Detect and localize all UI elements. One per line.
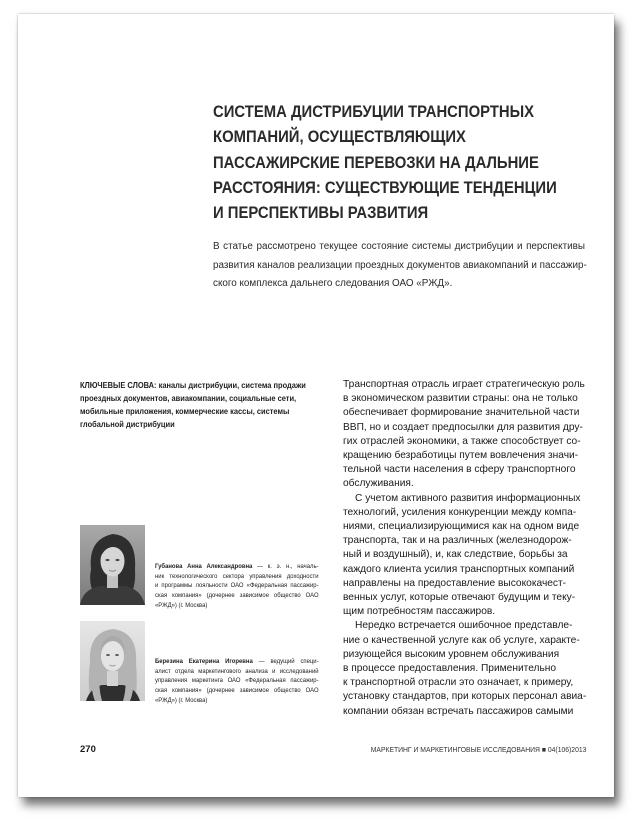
author-portrait	[80, 621, 145, 701]
body-paragraph	[343, 492, 593, 620]
abstract-line: ского комплекса дальнего следования ОАО «РЖД».	[213, 278, 453, 290]
portrait-eye	[115, 654, 119, 656]
body-paragraph	[343, 378, 593, 492]
author-line: алист отдела маркетингового анализа и исследований	[155, 667, 319, 675]
portrait-neck	[107, 671, 118, 686]
author-line: управления маркетинга ОАО «Федеральная пассажир-	[155, 677, 319, 685]
article-title	[213, 100, 573, 226]
portrait-eye	[106, 559, 110, 561]
body-line: в процессе предоставления. Применительно	[343, 663, 557, 675]
body-line: тельной части населения в сферу транспортного	[343, 464, 576, 476]
body-line: в экономическом развитии страны: она не только	[343, 393, 578, 405]
journal-page	[18, 14, 614, 797]
body-line: Нередко встречается ошибочное представле-	[355, 620, 573, 632]
title-line: И ПЕРСПЕКТИВЫ РАЗВИТИЯ	[213, 204, 429, 223]
body-line: к транспортной отрасли это означает, к примеру,	[343, 677, 574, 689]
keywords-line: глобальной дистрибуции	[80, 419, 175, 429]
author-line: «РЖД») (г. Москва)	[155, 696, 208, 704]
author-line: ская компания» (дочернее зависимое общество ОАО	[155, 687, 319, 695]
footer-separator: ■	[541, 745, 546, 754]
author-line: «РЖД») (г. Москва)	[155, 601, 208, 609]
author-title: — ведущий специ-	[258, 658, 319, 665]
title-line: ПАССАЖИРСКИЕ ПЕРЕВОЗКИ НА ДАЛЬНИЕ	[213, 153, 539, 172]
body-line: направлены на предоставление высококачест-	[343, 577, 567, 589]
body-line: ВВП, но и создает предпосылки для развития дру-	[343, 421, 583, 433]
author-line	[155, 657, 319, 667]
author-name: Березина Екатерина Игоревна	[155, 658, 253, 665]
body-line: транспорта, так и на различных (железнодорож-	[343, 535, 572, 547]
abstract-line: В статье рассмотрено текущее состояние системы дистрибуции и перспективы	[213, 241, 585, 252]
keywords-text: каналы дистрибуции, система продажи	[158, 380, 306, 390]
body-line: ниями, специализирующимися как на одном виде	[343, 521, 580, 533]
article-abstract	[213, 238, 585, 294]
body-line: кращению безработицы путем вовлечения значи-	[343, 450, 579, 462]
body-line: гих отраслей экономики, а также способствует со-	[343, 435, 581, 447]
body-line: ризующейся высоким уровнем обслуживания	[343, 648, 560, 660]
author-title: — к. э. н., началь-	[257, 563, 319, 570]
body-line: технологий, усиления конкуренции между компа-	[343, 506, 577, 518]
body-line: ный и воздушный), и, как следствие, борьбы за	[343, 549, 568, 561]
abstract-line: развития каналов реализации проездных документов авиакомпаний и пассажир-	[213, 259, 587, 271]
body-paragraph	[343, 619, 593, 718]
journal-name: МАРКЕТИНГ И МАРКЕТИНГОВЫЕ ИССЛЕДОВАНИЯ	[370, 745, 540, 754]
author-info	[155, 562, 319, 611]
keywords-line: мобильные приложения, коммерческие кассы, системы	[80, 406, 290, 416]
author-photo	[80, 525, 145, 605]
body-line: обеспечивает формирование значительной части	[343, 407, 580, 419]
article-body	[343, 378, 593, 719]
keywords-label: КЛЮЧЕВЫЕ СЛОВА:	[80, 380, 157, 390]
title-line: РАССТОЯНИЯ: СУЩЕСТВУЮЩИЕ ТЕНДЕНЦИИ	[213, 178, 557, 197]
portrait-eye	[116, 559, 120, 561]
author-info	[155, 657, 319, 706]
title-line: КОМПАНИЙ, ОСУЩЕСТВЛЯЮЩИХ	[213, 128, 466, 147]
author-line: ская компания» (дочернее зависимое общество ОАО	[155, 592, 319, 600]
author-photo	[80, 621, 145, 701]
author-line: ник технологического сектора управления доходности	[155, 572, 319, 580]
author-name: Губанова Анна Александровна	[155, 563, 253, 570]
author-portrait	[80, 525, 145, 605]
page-number: 270	[80, 744, 96, 755]
body-line: щим потребностям пассажиров.	[343, 606, 496, 618]
body-line: установку стандартов, при которых персонал авиа-	[343, 691, 587, 703]
body-line: каждого клиента усилия транспортных компаний	[343, 563, 575, 575]
journal-issue: 04(106)2013	[547, 745, 586, 754]
body-line: С учетом активного развития информационных	[355, 492, 581, 504]
body-line: компании обязан встречать пассажиров самыми	[343, 705, 574, 717]
author-line: и программы лояльности ОАО «Федеральная пассажир-	[155, 582, 319, 590]
author-line	[155, 562, 319, 572]
body-line: ние о качественной услуге как об услуге, характе-	[343, 634, 580, 646]
portrait-eye	[106, 654, 110, 656]
body-line: Транспортная отрасль играет стратегическую роль	[343, 379, 585, 390]
keywords-block	[80, 379, 306, 431]
keywords-line: проездных документов, авиакомпании, социальные сети,	[80, 393, 297, 403]
journal-footer	[370, 745, 586, 755]
portrait-neck	[107, 575, 118, 588]
body-line: обслуживания.	[343, 478, 414, 490]
body-line: венных услуг, которые отвечают будущим и теку-	[343, 592, 576, 604]
keywords-line	[80, 379, 306, 392]
title-line: СИСТЕМА ДИСТРИБУЦИИ ТРАНСПОРТНЫХ	[213, 103, 535, 121]
